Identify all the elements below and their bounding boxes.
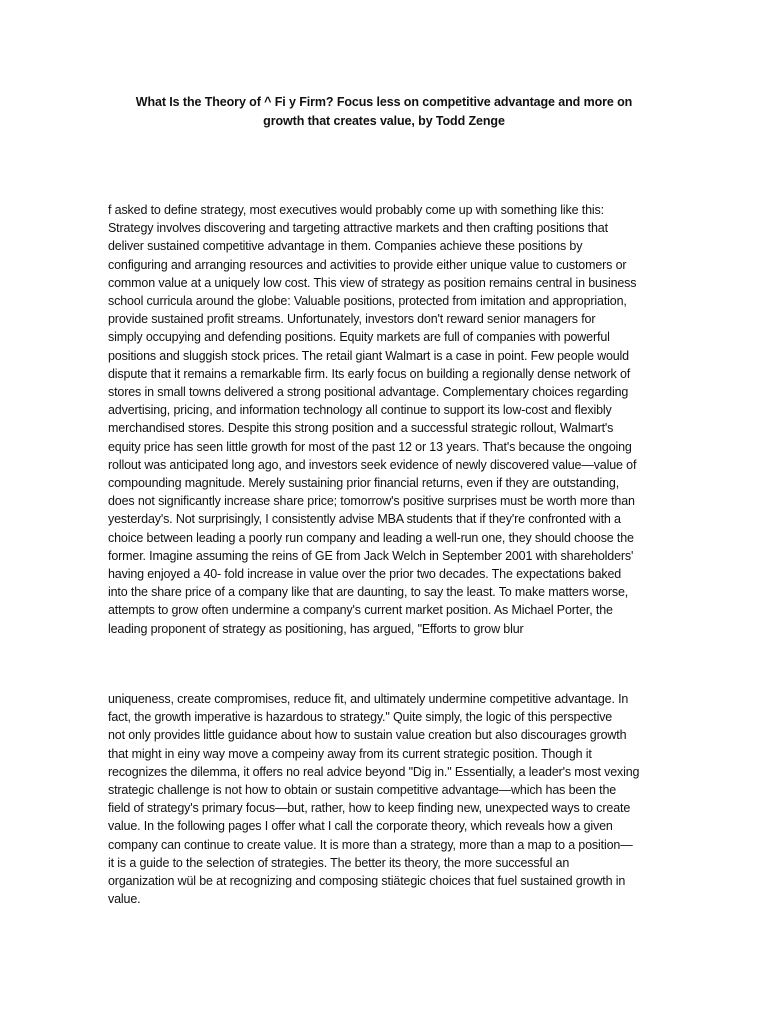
- text-line: compounding magnitude. Merely sustaining prior financial returns, even if they are outstanding,: [108, 476, 620, 491]
- text-line: organization wül be at recognizing and composing stiätegic choices that fuel sustained growth in: [108, 874, 626, 889]
- text-line: does not significantly increase share price; tomorrow's positive surprises must be worth more than: [108, 494, 635, 509]
- text-line: deliver sustained competitive advantage in them. Companies achieve these positions by: [108, 239, 583, 254]
- text-line: advertising, pricing, and information technology all continue to support its low-cost and flexibly: [108, 403, 612, 418]
- text-line: company can continue to create value. It is more than a strategy, more than a map to a position—: [108, 837, 633, 852]
- text-line: strategic challenge is not how to obtain or sustain competitive advantage—which has been the: [108, 783, 617, 798]
- text-line: simply occupying and defending positions. Equity markets are full of companies with powerful: [108, 330, 610, 345]
- text-line: fact, the growth imperative is hazardous to strategy." Quite simply, the logic of this perspective: [108, 710, 613, 725]
- title-line: growth that creates value, by Todd Zenge: [263, 114, 505, 128]
- text-line: merchandised stores. Despite this strong position and a successful strategic rollout, Walmart's: [108, 421, 614, 436]
- text-line: former. Imagine assuming the reins of GE from Jack Welch in September 2001 with shareholders': [108, 548, 634, 563]
- text-line: attempts to grow often undermine a company's current market position. As Michael Porter, the: [108, 603, 613, 618]
- text-line: equity price has seen little growth for most of the past 12 or 13 years. That's because the ongoing: [108, 439, 632, 454]
- title-line: What Is the Theory of ^ Fi y Firm? Focus less on competitive advantage and more on: [135, 95, 633, 109]
- text-line: rollout was anticipated long ago, and investors seek evidence of newly discovered value—value of: [108, 457, 637, 472]
- text-line: positions and sluggish stock prices. The retail giant Walmart is a case in point. Few people would: [108, 348, 629, 363]
- body-paragraph-1: [108, 201, 668, 638]
- text-line: that might in einy way move a compeiny away from its current strategic position. Though it: [108, 746, 592, 761]
- text-line: school curricula around the globe: Valuable positions, protected from imitation and appropriation,: [108, 294, 627, 309]
- text-line: configuring and arranging resources and activities to provide either unique value to customers or: [108, 257, 627, 272]
- text-line: stores in small towns delivered a strong positional advantage. Complementary choices regarding: [108, 385, 629, 400]
- text-line: f asked to define strategy, most executives would probably come up with something like this:: [108, 203, 604, 217]
- text-line: Strategy involves discovering and targeting attractive markets and then crafting positions that: [108, 221, 608, 236]
- text-line: choice between leading a poorly run company and leading a well-run one, they should choose the: [108, 530, 634, 545]
- text-line: value.: [108, 892, 141, 907]
- text-line: yesterday's. Not surprisingly, I consistently advise MBA students that if they're confronted with a: [108, 512, 621, 527]
- text-line: dispute that it remains a remarkable firm. Its early focus on building a regionally dense network of: [108, 366, 631, 381]
- text-line: value. In the following pages I offer what I call the corporate theory, which reveals how a given: [108, 819, 613, 834]
- text-line: leading proponent of strategy as positioning, has argued, "Efforts to grow blur: [108, 621, 524, 636]
- text-line: recognizes the dilemma, it offers no real advice beyond "Dig in." Essentially, a leader's most vexing: [108, 764, 640, 779]
- document-title: [110, 93, 658, 131]
- text-line: not only provides little guidance about how to sustain value creation but also discourages growth: [108, 728, 627, 743]
- text-line: having enjoyed a 40- fold increase in value over the prior two decades. The expectations baked: [108, 567, 622, 582]
- text-line: common value at a uniquely low cost. This view of strategy as position remains central in business: [108, 275, 637, 290]
- body-paragraph-2: [108, 690, 668, 908]
- text-line: it is a guide to the selection of strategies. The better its theory, the more successful an: [108, 855, 570, 870]
- text-line: provide sustained profit streams. Unfortunately, investors don't reward senior managers for: [108, 312, 596, 327]
- text-line: field of strategy's primary focus—but, rather, how to keep finding new, unexpected ways to create: [108, 801, 631, 816]
- text-line: uniqueness, create compromises, reduce fit, and ultimately undermine competitive advantage. In: [108, 692, 629, 706]
- text-line: into the share price of a company like that are daunting, to say the least. To make matters worse,: [108, 585, 629, 600]
